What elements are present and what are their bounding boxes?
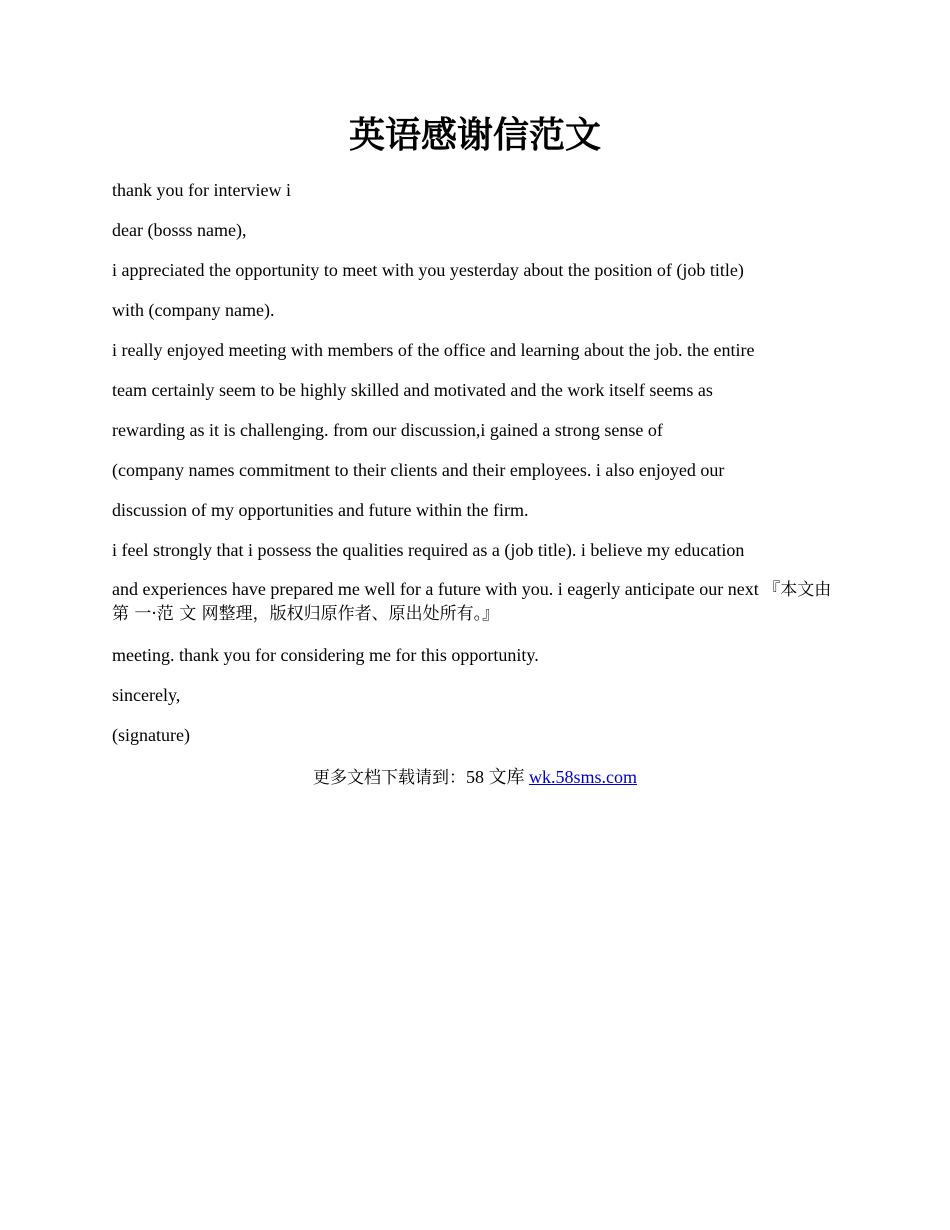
paragraph: rewarding as it is challenging. from our discussion,i gained a strong sense of xyxy=(112,420,663,440)
download-footer xyxy=(0,765,950,791)
paragraph: i feel strongly that i possess the qualities required as a (job title). i believe my education xyxy=(112,540,745,560)
paragraph: (company names commitment to their clients and their employees. i also enjoyed our xyxy=(112,460,725,480)
paragraph: discussion of my opportunities and future within the firm. xyxy=(112,500,529,520)
closing-salutation: sincerely, xyxy=(112,685,181,705)
paragraph: thank you for interview i xyxy=(112,180,291,200)
paragraph-text: and experiences have prepared me well for a future with you. i eagerly anticipate our next xyxy=(112,579,764,599)
paragraph: meeting. thank you for considering me for this opportunity. xyxy=(112,645,539,665)
paragraph-with-source-note xyxy=(112,578,832,626)
source-note: 『本文由第 一·范 文 网整理，版权归原作者、原出处所有。』 xyxy=(112,580,832,624)
paragraph: i really enjoyed meeting with members of the office and learning about the job. the entire xyxy=(112,340,755,360)
paragraph: with (company name). xyxy=(112,300,275,320)
paragraph: dear (bosss name), xyxy=(112,220,247,240)
footer-site-name: 58 文库 xyxy=(466,767,529,787)
footer-link[interactable]: wk.58sms.com xyxy=(529,767,637,787)
document-title: 英语感谢信范文 xyxy=(348,114,601,156)
signature-placeholder: (signature) xyxy=(112,725,190,745)
paragraph: team certainly seem to be highly skilled and motivated and the work itself seems as xyxy=(112,380,713,400)
document-body xyxy=(112,178,832,763)
paragraph: i appreciated the opportunity to meet with you yesterday about the position of (job title) xyxy=(112,260,744,280)
footer-prefix: 更多文档下载请到： xyxy=(313,768,466,788)
